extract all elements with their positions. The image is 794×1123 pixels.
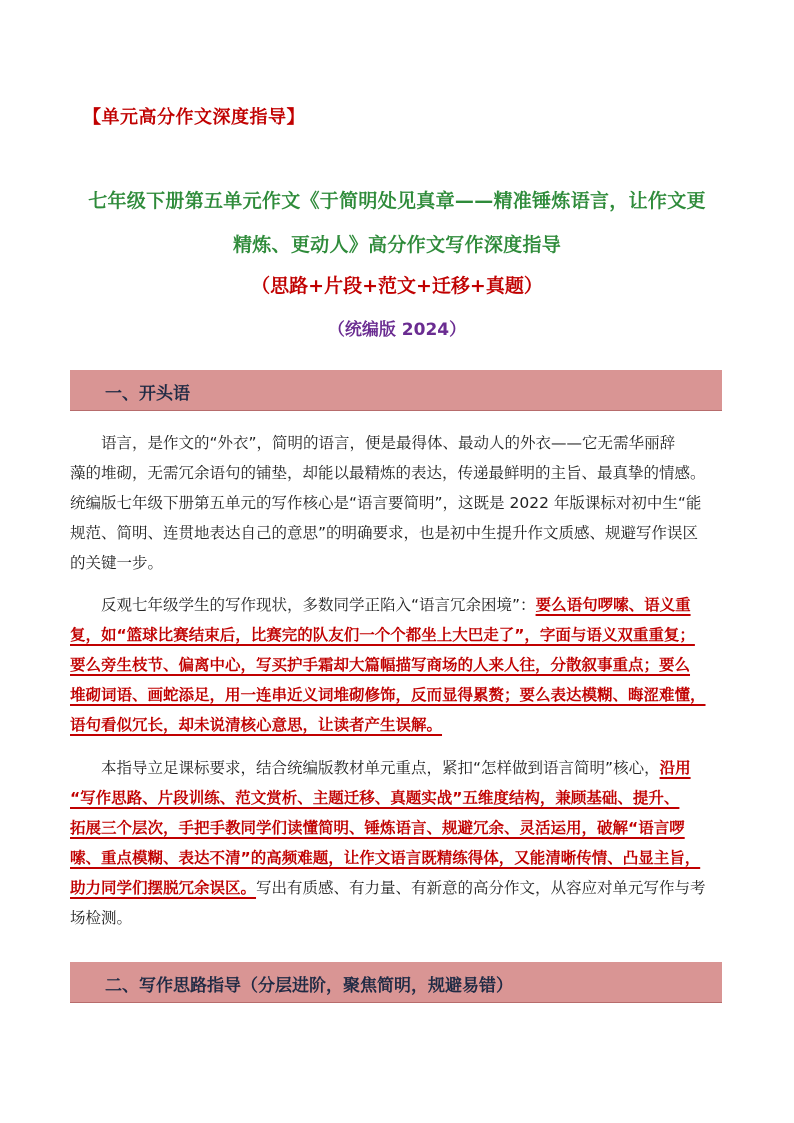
paragraph-line [70, 873, 722, 903]
plain-text: 反观七年级学生的写作现状，多数同学正陷入“语言冗余困境”： [70, 596, 536, 614]
problem-paragraph [70, 590, 722, 740]
paragraph-line [70, 903, 722, 933]
paragraph-line [70, 783, 722, 813]
paragraph-line [70, 843, 722, 873]
main-title-line-2: 精炼、更动人》高分作文写作深度指导 [232, 234, 562, 256]
highlighted-text: 堆砌词语、画蛇添足，用一连串近义词堆砌修饰，反而显得累赘；要么表达模糊、晦涩难懂， [70, 686, 706, 704]
unit-tag: 【单元高分作文深度指导】 [83, 107, 305, 128]
paragraph-line [70, 590, 722, 620]
highlighted-text: 沿用 [659, 759, 691, 777]
intro-paragraph [70, 428, 722, 578]
highlighted-text: 助力同学们摆脱冗余误区。 [70, 879, 257, 897]
paragraph-line: 规范、简明、连贯地表达自己的意思”的明确要求，也是初中生提升作文质感、规避写作误区 [70, 524, 699, 542]
paragraph-line [70, 753, 722, 783]
plain-text: 本指导立足课标要求，结合统编版教材单元重点，紧扣“怎样做到语言简明”核心， [70, 759, 660, 777]
guide-paragraph [70, 753, 722, 933]
paragraph-line: 的关键一步。 [70, 554, 164, 572]
section-heading-bar [70, 962, 722, 1003]
section-heading-text: 一、开头语 [105, 384, 190, 404]
highlighted-text: 嗦、重点模糊、表达不清”的高频难题，让作文语言既精练得体，又能清晰传情、凸显主旨， [70, 849, 701, 867]
paragraph-line [70, 620, 722, 650]
highlighted-text: 要么旁生枝节、偏离中心，写买护手霜却大篇幅描写商场的人来人往，分散叙事重点；要么 [70, 656, 691, 674]
highlighted-text: 复，如“篮球比赛结束后，比赛完的队友们一个个都坐上大巴走了”，字面与语义双重重复； [70, 626, 695, 644]
section-heading-bar [70, 370, 722, 411]
paragraph-line: 藻的堆砌，无需冗余语句的铺垫，却能以最精炼的表达，传递最鲜明的主旨、最真挚的情感。 [70, 464, 706, 482]
paragraph-line [70, 710, 722, 740]
paragraph-line [70, 680, 722, 710]
highlighted-text: “写作思路、片段训练、范文赏析、主题迁移、真题实战”五维度结构，兼顾基础、提升、 [70, 789, 680, 807]
subtitle: （思路+片段+范文+迁移+真题） [251, 275, 543, 297]
paragraph-line: 统编版七年级下册第五单元的写作核心是“语言要简明”，这既是 2022 年版课标对初中生“能 [70, 494, 702, 512]
paragraph-line: 语言，是作文的“外衣”，简明的语言，便是最得体、最动人的外衣——它无需华丽辞 [70, 434, 676, 452]
highlighted-text: 拓展三个层次，手把手教同学们读懂简明、锤炼语言、规避冗余、灵活运用，破解“语言啰 [70, 819, 685, 837]
highlighted-text: 要么语句啰嗦、语义重 [535, 596, 691, 614]
edition-label: （统编版 2024） [327, 320, 467, 340]
highlighted-text: 语句看似冗长，却未说清核心意思，让读者产生误解。 [70, 716, 443, 734]
paragraph-line [70, 650, 722, 680]
plain-text: 写出有质感、有力量、有新意的高分作文，从容应对单元写作与考 [256, 879, 706, 897]
section-heading-text: 二、写作思路指导（分层进阶，聚焦简明，规避易错） [105, 976, 513, 996]
main-title-line-1: 七年级下册第五单元作文《于简明处见真章——精准锤炼语言，让作文更 [88, 190, 706, 212]
plain-text: 场检测。 [70, 909, 133, 927]
paragraph-line [70, 813, 722, 843]
